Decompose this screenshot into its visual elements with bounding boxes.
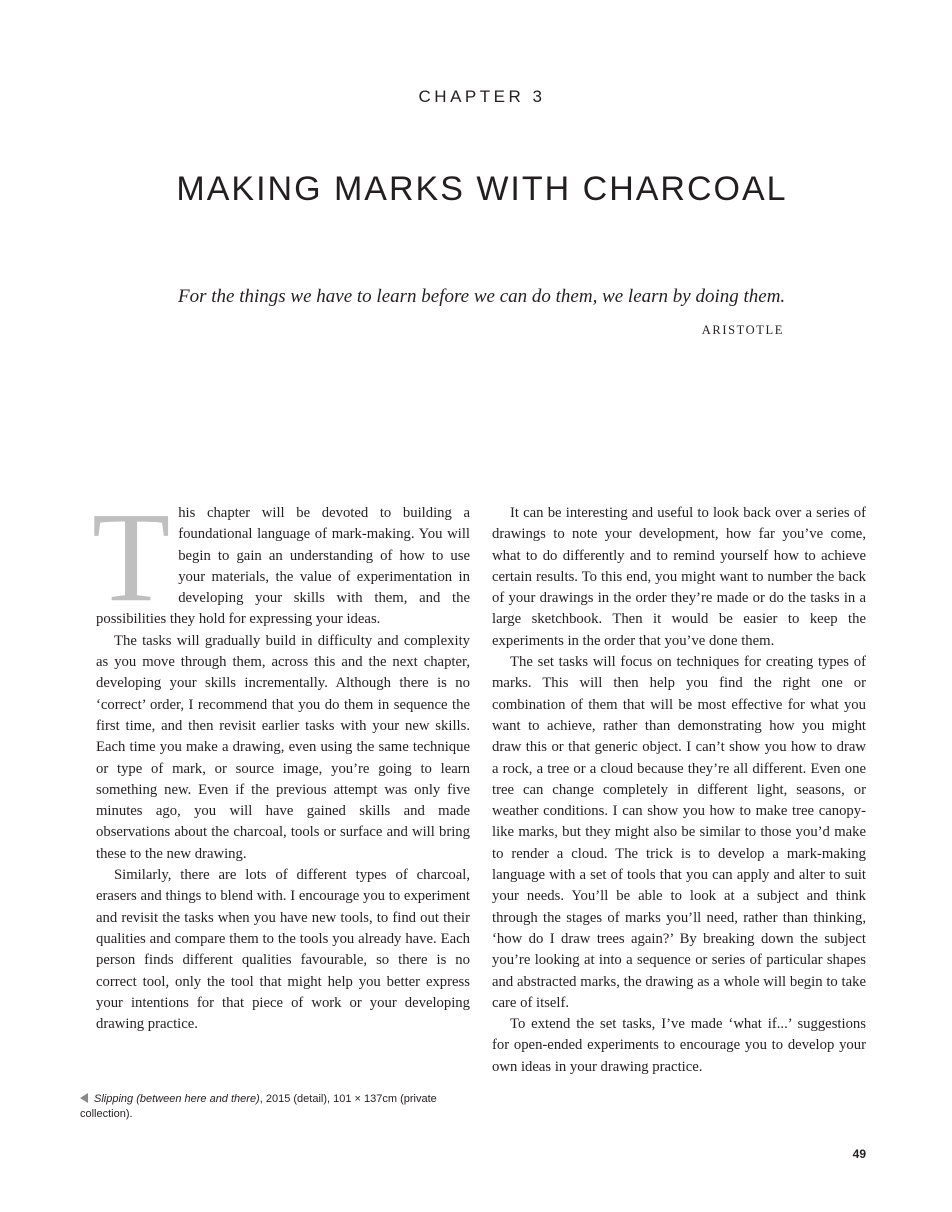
epigraph-author: ARISTOTLE	[701, 323, 784, 337]
body-paragraph	[92, 486, 470, 631]
chapter-label: CHAPTER 3	[418, 87, 546, 106]
caption-title: Slipping (between here and there)	[94, 1093, 260, 1105]
arrow-left-icon	[80, 1093, 88, 1103]
body-paragraph: The set tasks will focus on techniques for creating types of marks. This will then help you find the right one or combination of them that will be most effective for what you want to achieve, rather than demonstrating how you might draw this or that generic object. I can’t show you how to draw a rock, a tree or a cloud because they’re all different. Even one tree can change completely in different light, seasons, or weather conditions. I can show you how to make tree canopy-like marks, but they might also be similar to those you’d make to render a cloud. The trick is to develop a mark-making language with a set of tools that you can apply and alter to suit your needs. You’ll be able to look at a subject and think through the stages of marks you’ll need, rather than thinking, ‘how do I draw trees again?’ By breaking down the subject you’re looking at into a sequence or series of particular shapes and abstracted marks, the drawing as a whole will begin to take care of itself.	[492, 654, 866, 1011]
drop-cap: T	[92, 486, 171, 628]
body-paragraph: Similarly, there are lots of different types of charcoal, erasers and things to blend with. I encourage you to experiment and revisit the tasks when you have new tools, to find out their qualities and compare them to the tools you already have. Each person finds different qualities favourable, so there is no correct tool, only the tool that might help you better express your intentions for that piece of work or your developing drawing practice.	[96, 867, 470, 1033]
body-paragraph: To extend the set tasks, I’ve made ‘what if...’ suggestions for open-ended experiments to encourage you to develop your own ideas in your drawing practice.	[492, 1016, 866, 1075]
body-right-column	[492, 503, 866, 1078]
caption-details: , 2015 (detail), 101 × 137cm (private collection).	[80, 1093, 437, 1120]
paragraph-text: his chapter will be devoted to building a foundational language of mark-making. You will begin to gain an understanding of how to use your materials, the value of experimentation in developing your skills with them, and the possibilities they hold for expressing your ideas.	[96, 505, 470, 628]
body-left-column	[92, 486, 470, 1035]
body-paragraph: It can be interesting and useful to look back over a series of drawings to note your development, how far you’ve come, what to do differently and to remind yourself how to achieve certain results. To this end, you might want to number the back of your drawings in the order they’re made or do the tasks in a large sketchbook. Then it would be easier to keep the experiments in the order that you’ve done them.	[492, 505, 866, 649]
figure-caption	[80, 1092, 440, 1122]
body-paragraph: The tasks will gradually build in difficulty and complexity as you move through them, across this and the next chapter, developing your skills incrementally. Although there is no ‘correct’ order, I recommend that you do them in sequence the first time, and then revisit earlier tasks with your new skills. Each time you make a drawing, even using the same technique or type of mark, or source image, you’re going to learn something new. Even if the previous attempt was only five minutes ago, you will have gained skills and made observations about the charcoal, tools or surface and will bring these to the new drawing.	[96, 632, 470, 862]
epigraph-quote: For the things we have to learn before we can do them, we learn by doing them.	[178, 286, 786, 307]
chapter-title: MAKING MARKS WITH CHARCOAL	[176, 170, 788, 208]
page-number: 49	[852, 1147, 866, 1161]
